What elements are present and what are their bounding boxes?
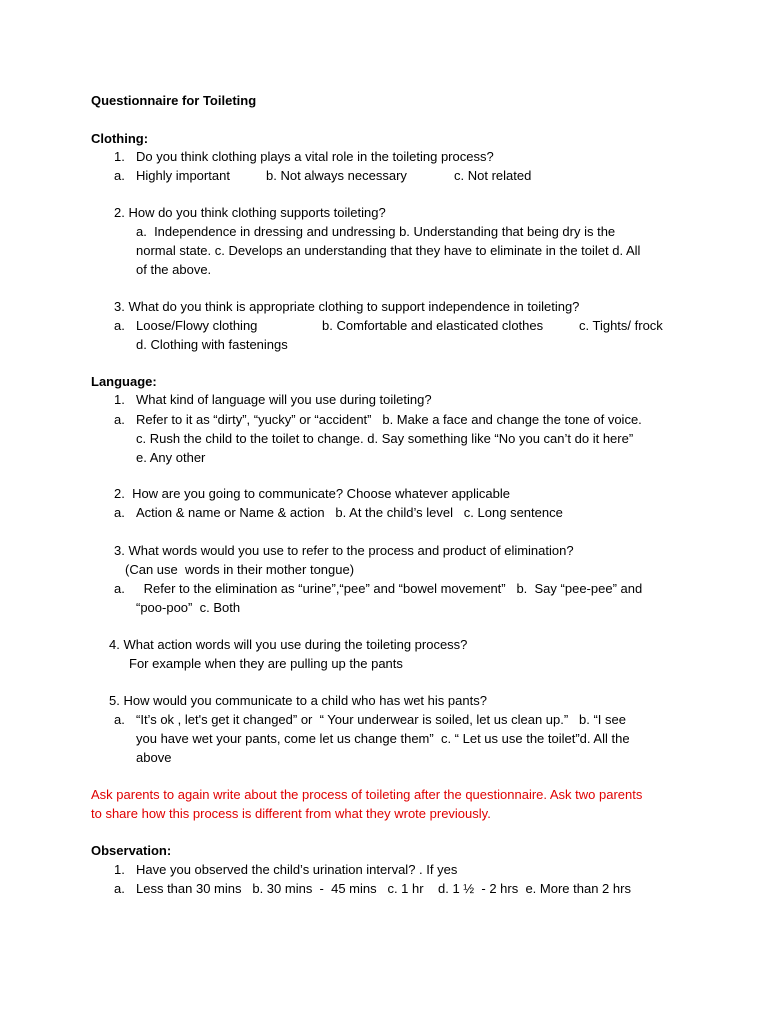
clothing-question-3: 3. What do you think is appropriate clothing to support independence in toileting? (114, 299, 580, 314)
option-line: “poo-poo” c. Both (136, 600, 241, 615)
parent-instruction-note: to share how this process is different from what they wrote previously. (91, 806, 491, 821)
option-marker: a. (114, 168, 125, 183)
language-question-4: 4. What action words will you use during the toileting process? (109, 637, 468, 652)
language-question-1: What kind of language will you use during toileting? (136, 392, 432, 407)
option-marker: a. (114, 881, 125, 896)
question-number: 1. (114, 862, 125, 877)
option-marker: a. (114, 505, 125, 520)
page-title: Questionnaire for Toileting (91, 93, 257, 108)
clothing-heading: Clothing: (91, 131, 149, 146)
option-line: e. Any other (136, 450, 206, 465)
option-line: above (136, 750, 172, 765)
option-line: of the above. (136, 262, 212, 277)
language-question-5: 5. How would you communicate to a child who has wet his pants? (109, 693, 487, 708)
option-d: d. Clothing with fastenings (136, 337, 288, 352)
clothing-question-1: Do you think clothing plays a vital role in the toileting process? (136, 149, 494, 164)
parent-instruction-note: Ask parents to again write about the process of toileting after the questionnaire. Ask two parents (91, 787, 643, 802)
observation-heading: Observation: (91, 843, 172, 858)
option-line: you have wet your pants, come let us change them” c. “ Let us use the toilet”d. All the (136, 731, 630, 746)
question-subtext: For example when they are pulling up the pants (129, 656, 403, 671)
option-line: Refer to it as “dirty”, “yucky” or “accident” b. Make a face and change the tone of voice. (136, 412, 642, 427)
question-subtext: (Can use words in their mother tongue) (125, 562, 355, 577)
clothing-question-2: 2. How do you think clothing supports toileting? (114, 205, 386, 220)
option-line: a. Independence in dressing and undressing b. Understanding that being dry is the (136, 224, 616, 239)
question-number: 1. (114, 149, 125, 164)
option-marker: a. (114, 712, 125, 727)
option-marker: a. (114, 318, 125, 333)
language-heading: Language: (91, 374, 157, 389)
language-question-3: 3. What words would you use to refer to the process and product of elimination? (114, 543, 574, 558)
option-line: “It’s ok , let's get it changed” or “ Your underwear is soiled, let us clean up.” b. “I see (136, 712, 626, 727)
option-c: c. Tights/ frock (579, 318, 663, 333)
option-c: c. Not related (454, 168, 532, 183)
option-line: c. Rush the child to the toilet to change. d. Say something like “No you can’t do it here” (136, 431, 634, 446)
option-a: Loose/Flowy clothing (136, 318, 258, 333)
language-question-2: 2. How are you going to communicate? Choose whatever applicable (114, 486, 511, 501)
option-marker: a. (114, 581, 125, 596)
option-line: Action & name or Name & action b. At the child’s level c. Long sentence (136, 505, 563, 520)
option-b: b. Comfortable and elasticated clothes (322, 318, 544, 333)
option-a: Highly important (136, 168, 230, 183)
observation-question-1: Have you observed the child’s urination interval? . If yes (136, 862, 458, 877)
question-number: 1. (114, 392, 125, 407)
option-line: Refer to the elimination as “urine”,“pee” and “bowel movement” b. Say “pee-pee” and (140, 581, 643, 596)
option-line: Less than 30 mins b. 30 mins - 45 mins c. 1 hr d. 1 ½ - 2 hrs e. More than 2 hrs (136, 881, 631, 896)
option-b: b. Not always necessary (266, 168, 407, 183)
option-marker: a. (114, 412, 125, 427)
option-line: normal state. c. Develops an understanding that they have to eliminate in the toilet d. All (136, 243, 641, 258)
